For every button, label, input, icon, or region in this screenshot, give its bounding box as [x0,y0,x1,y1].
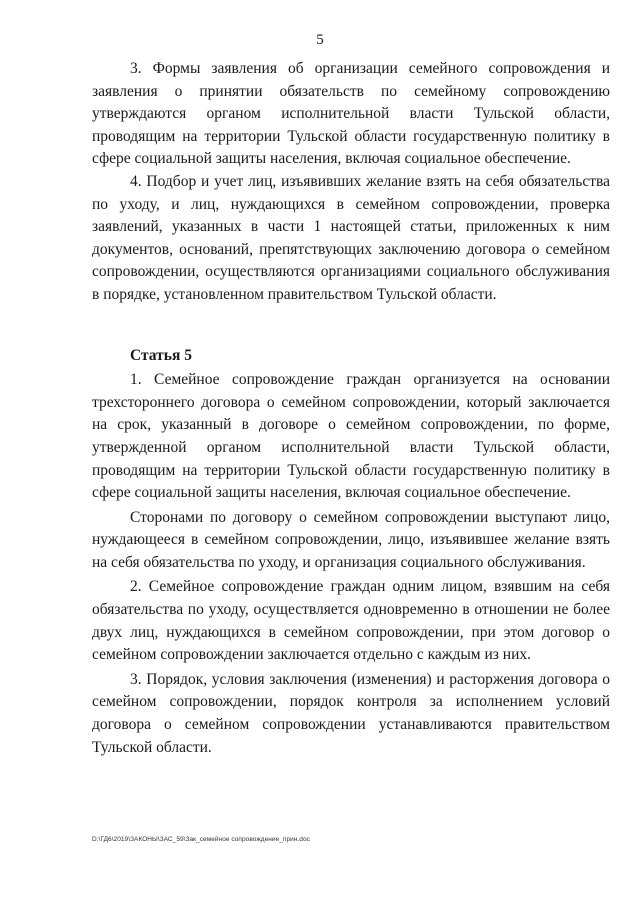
document-body [92,58,610,759]
paragraph-article4-part3: 3. Формы заявления об организации семейного сопровождения и заявления о принятии обязательств по семейному сопровождению утверждаются органом исполнительной власти Тульской области, проводящим на территории Тульской области государственную политику в сфере социальной защиты населения, включая социальное обеспечение. [92,60,610,168]
paragraph-article5-part1: 1. Семейное сопровождение граждан организуется на основании трехстороннего договора о семейном сопровождении, который заключается на срок, указанный в договоре о семейном сопровождении, по форме, утвержденной органом исполнительной власти Тульской области, проводящим на территории Тульской области государственную политику в сфере социальной защиты населения, включая социальное обеспечение. [92,371,610,502]
paragraph-parties: Сторонами по договору о семейном сопровождении выступают лицо, нуждающееся в семейном сопровождении, лицо, изъявившее желание взять на себя обязательства по уходу, и организация социального обслуживания. [92,508,610,571]
article-heading: Статья 5 [130,346,192,364]
paragraph-article5-part2: 2. Семейное сопровождение граждан одним лицом, взявшим на себя обязательства по уходу, осуществляется одновременно в отношении не более двух лиц, нуждающихся в семейном сопровождении, при этом договор о семейном сопровождении заключается отдельно с каждым из них. [92,578,610,664]
file-path-footer: D:\ГД6\2019\ЗАКОНЫ\ЗАС_59\Зак_семейное сопровождение_прин.doc [92,836,310,843]
paragraph-article4-part4: 4. Подбор и учет лиц, изъявивших желание взять на себя обязательства по уходу, и лиц, нуждающихся в семейном сопровождении, проверка заявлений, указанных в части 1 настоящей статьи, приложенных к ним документов, оснований, препятствующих заключению договора о семейном сопровождении, осуществляются организациями социального обслуживания в порядке, установленном правительством Тульской области. [92,172,610,303]
spacer [92,307,610,345]
page-number: 5 [316,32,324,48]
paragraph-article5-part3: 3. Порядок, условия заключения (изменения) и расторжения договора о семейном сопровождении, порядок контроля за исполнением условий договора о семейном сопровождении устанавливаются правительством Тульской области. [92,670,610,756]
